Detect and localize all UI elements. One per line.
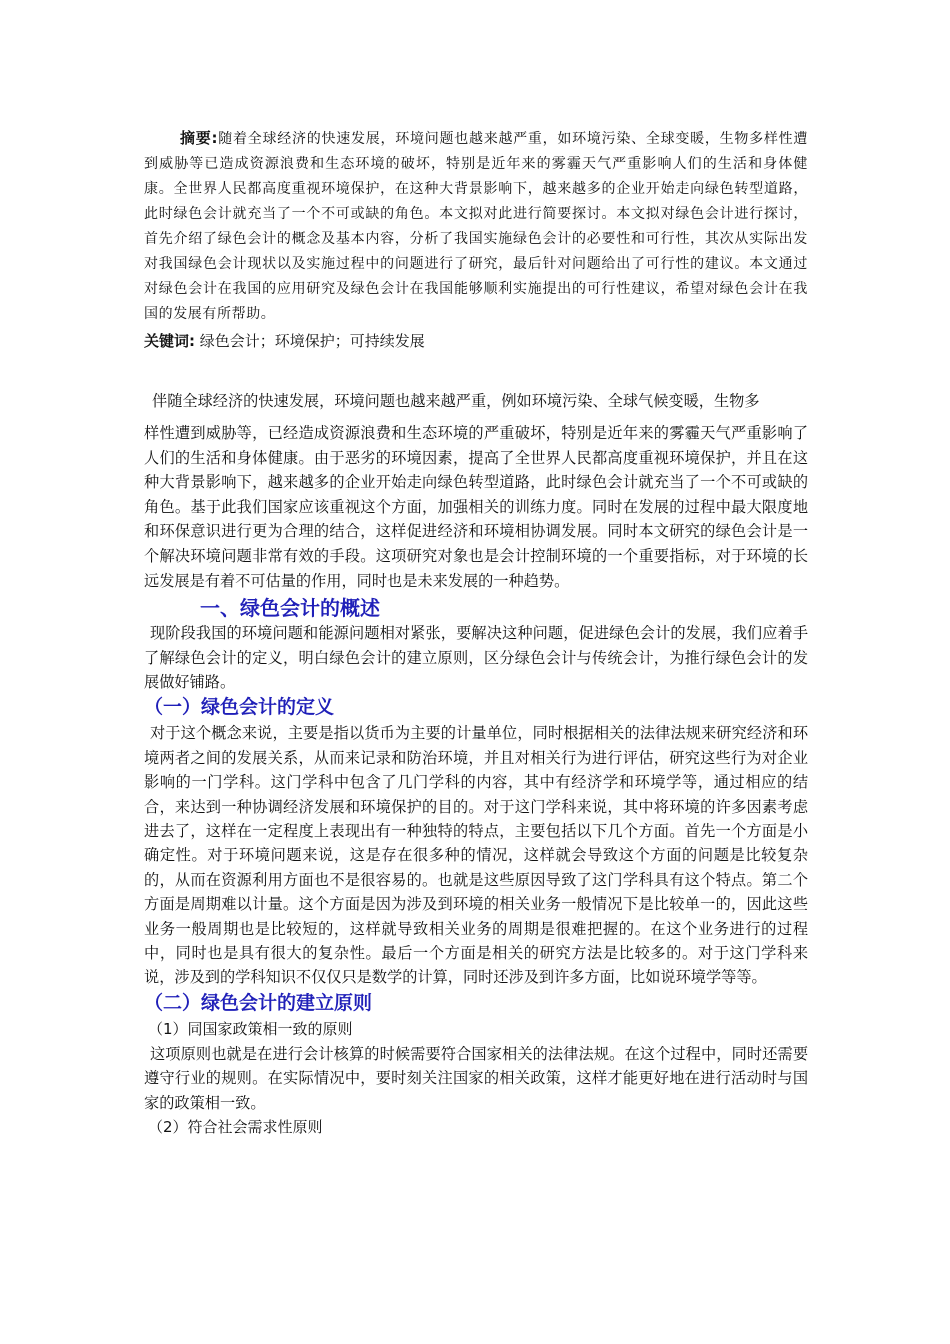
subsection-heading-principles: （二）绿色会计的建立原则 <box>144 991 373 1014</box>
abstract-label: 摘要: <box>180 129 219 147</box>
keywords-text: 绿色会计；环境保护；可持续发展 <box>195 332 425 350</box>
principle-item-2: （2）符合社会需求性原则 <box>148 1118 323 1137</box>
definition-paragraph: 对于这个概念来说，主要是指以货币为主要的计量单位，同时根据相关的法律法规来研究经济和环境两者之间的发展关系，从而来记录和防治环境，并且对相关行为进行评估，研究这些行为对企业影响的一门学科。这门学科中包含了几门学科的内容，其中有经济学和环境学等，通过相应的结合，来达到一种协调经济发展和环境保护的目的。对于这门学科来说，其中将环境的许多因素考虑进去了，这样在一定程度上表现出有一种独特的特点，主要包括以下几个方面。首先一个方面是小确定性。对于环境问题来说，这是存在很多种的情况，这样就会导致这个方面的问题是比较复杂的，从而在资源利用方面也不是很容易的。也就是这些原因导致了这门学科具有这个特点。第二个方面是周期难以计量。这个方面是因为涉及到环境的相关业务一般情况下是比较单一的，因此这些业务一般周期也是比较短的，这样就导致相关业务的周期是很难把握的。在这个业务进行的过程中，同时也是具有很大的复杂性。最后一个方面是相关的研究方法是比较多的。对于这门学科来说，涉及到的学科知识不仅仅只是数学的计算，同时还涉及到许多方面，比如说环境学等等。 <box>144 724 808 987</box>
intro-first-line: 伴随全球经济的快速发展，环境问题也越来越严重，例如环境污染、全球气候变暖，生物多 <box>152 392 760 410</box>
keywords-label: 关键词: <box>144 332 195 350</box>
section-overview-paragraph: 现阶段我国的环境问题和能源问题相对紧张，要解决这种问题，促进绿色会计的发展，我们应着手了解绿色会计的定义，明白绿色会计的建立原则，区分绿色会计与传统会计，为推行绿色会计的发展做好铺路。 <box>144 624 808 691</box>
document-page <box>144 126 808 1140</box>
subsection-heading-definition: （一）绿色会计的定义 <box>144 696 335 719</box>
abstract-text: 随着全球经济的快速发展，环境问题也越来越严重，如环境污染、全球变暖，生物多样性遭到威胁等已造成资源浪费和生态环境的破坏，特别是近年来的雾霾天气严重影响人们的生活和身体健康。全世界人民都高度重视环境保护，在这种大背景影响下，越来越多的企业开始走向绿色转型道路，此时绿色会计就充当了一个不可或缺的角色。本文拟对此进行简要探讨。本文拟对绿色会计进行探讨，首先介绍了绿色会计的概念及基本内容，分析了我国实施绿色会计的必要性和可行性，其次从实际出发对我国绿色会计现状以及实施过程中的问题进行了研究，最后针对问题给出了可行性的建议。本文通过对绿色会计在我国的应用研究及绿色会计在我国能够顺利实施提出的可行性建议，希望对绿色会计在我国的发展有所帮助。 <box>144 131 808 322</box>
keywords-line <box>144 329 808 353</box>
principle-item-1-paragraph: 这项原则也就是在进行会计核算的时候需要符合国家相关的法律法规。在这个过程中，同时还需要遵守行业的规则。在实际情况中，要时刻关注国家的相关政策，这样才能更好地在进行活动时与国家的政策相一致。 <box>144 1044 808 1112</box>
principle-item-1: （1）同国家政策相一致的原则 <box>148 1019 353 1038</box>
abstract-paragraph <box>144 126 808 327</box>
section-heading-overview: 一、绿色会计的概述 <box>200 596 380 621</box>
intro-paragraph: 样性遭到威胁等，已经造成资源浪费和生态环境的严重破坏，特别是近年来的雾霾天气严重影响了人们的生活和身体健康。由于恶劣的环境因素，提高了全世界人民都高度重视环境保护，并且在这种大背景影响下，越来越多的企业开始走向绿色转型道路，此时绿色会计就充当了一个不可或缺的角色。基于此我们国家应该重视这个方面，加强相关的训练力度。同时在发展的过程中最大限度地和环保意识进行更为合理的结合，这样促进经济和环境相协调发展。同时本文研究的绿色会计是一个解决环境问题非常有效的手段。这项研究对象也是会计控制环境的一个重要指标，对于环境的长远发展是有着不可估量的作用，同时也是未来发展的一种趋势。 <box>144 424 808 590</box>
